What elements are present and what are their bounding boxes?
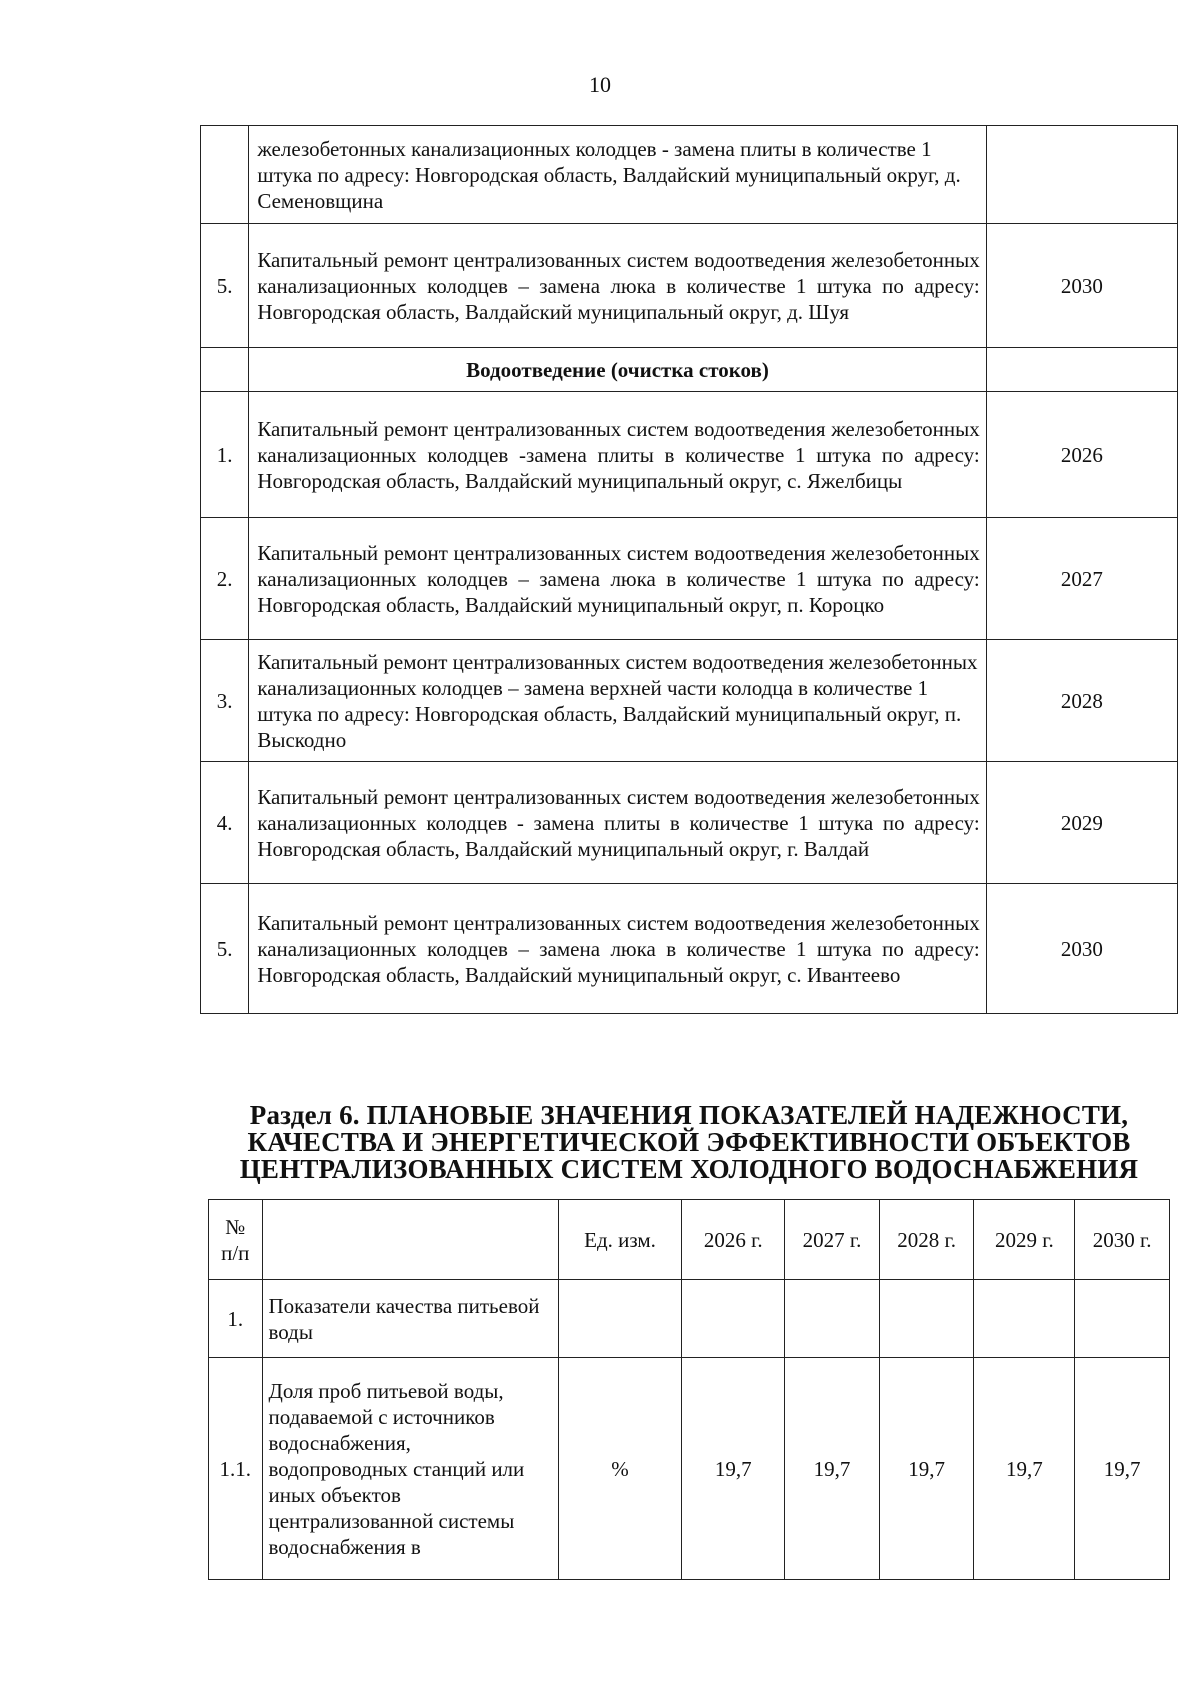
work-schedule-table: [200, 125, 1178, 1014]
row-value: 19,7: [879, 1358, 974, 1580]
row-year: 2027: [986, 518, 1177, 640]
row-year: 2029: [986, 762, 1177, 884]
header-year: 2026 г.: [682, 1200, 785, 1280]
header-number-line: п/п: [221, 1240, 250, 1265]
table-row: [201, 392, 1178, 518]
row-number: 5.: [201, 224, 249, 348]
row-description: Капитальный ремонт централизованных систем водоотведения железобетонных канализационных колодцев – замена люка в количестве 1 штука по адресу: Новгородская область, Валдайский муниципальный округ, с. Ивантеево: [249, 884, 986, 1014]
header-number-line: №: [225, 1214, 246, 1239]
header-unit: Ед. изм.: [558, 1200, 681, 1280]
table-row: [201, 640, 1178, 762]
row-value: 19,7: [682, 1358, 785, 1580]
header-year: 2029 г.: [974, 1200, 1075, 1280]
page-number: 10: [589, 72, 611, 97]
row-description: Капитальный ремонт централизованных систем водоотведения железобетонных канализационных колодцев - замена плиты в количестве 1 штука по адресу: Новгородская область, Валдайский муниципальный округ, г. Валдай: [249, 762, 986, 884]
row-number: 5.: [201, 884, 249, 1014]
row-year: 2030: [986, 224, 1177, 348]
row-year-empty: [986, 348, 1177, 392]
row-number: [201, 126, 249, 224]
row-number: 1.: [201, 392, 249, 518]
header-row: [209, 1200, 1170, 1280]
row-number: 3.: [201, 640, 249, 762]
table-row: [209, 1358, 1170, 1580]
row-description: Капитальный ремонт централизованных систем водоотведения железобетонных канализационных колодцев – замена люка в количестве 1 штука по адресу: Новгородская область, Валдайский муниципальный округ, д. Шуя: [249, 224, 986, 348]
row-number: 4.: [201, 762, 249, 884]
header-name: [262, 1200, 558, 1280]
row-description: Капитальный ремонт централизованных систем водоотведения железобетонных канализационных колодцев -замена плиты в количестве 1 штука по адресу: Новгородская область, Валдайский муниципальный округ, с. Яжелбицы: [249, 392, 986, 518]
row-value: [1075, 1280, 1170, 1358]
row-year: 2028: [986, 640, 1177, 762]
row-value: 19,7: [1075, 1358, 1170, 1580]
row-unit: [558, 1280, 681, 1358]
indicators-table: [208, 1199, 1170, 1580]
row-indicator: Доля проб питьевой воды, подаваемой с источников водоснабжения, водопроводных станций или иных объектов централизованной системы водоснабжения в: [262, 1358, 558, 1580]
row-value: [879, 1280, 974, 1358]
table-row: [201, 884, 1178, 1014]
row-year: [986, 126, 1177, 224]
row-description: железобетонных канализационных колодцев - замена плиты в количестве 1 штука по адресу: Новгородская область, Валдайский муниципальный округ, д. Семеновщина: [249, 126, 986, 224]
row-unit: %: [558, 1358, 681, 1580]
row-year: 2026: [986, 392, 1177, 518]
section-title-line: КАЧЕСТВА И ЭНЕРГЕТИЧЕСКОЙ ЭФФЕКТИВНОСТИ ОБЪЕКТОВ: [247, 1127, 1131, 1157]
row-number: 1.: [209, 1280, 263, 1358]
row-number-empty: [201, 348, 249, 392]
row-value: 19,7: [974, 1358, 1075, 1580]
section-heading: Водоотведение (очистка стоков): [249, 348, 986, 392]
row-value: [682, 1280, 785, 1358]
row-value: [974, 1280, 1075, 1358]
section-title-line: Раздел 6. ПЛАНОВЫЕ ЗНАЧЕНИЯ ПОКАЗАТЕЛЕЙ НАДЕЖНОСТИ,: [249, 1100, 1129, 1130]
header-number: [209, 1200, 263, 1280]
section-row: [201, 348, 1178, 392]
header-year: 2027 г.: [785, 1200, 880, 1280]
table-row: [201, 762, 1178, 884]
row-year: 2030: [986, 884, 1177, 1014]
section-6-title: [200, 1102, 1178, 1183]
header-year: 2028 г.: [879, 1200, 974, 1280]
row-value: [785, 1280, 880, 1358]
row-number: 2.: [201, 518, 249, 640]
table-row: [209, 1280, 1170, 1358]
section-title-line: ЦЕНТРАЛИЗОВАННЫХ СИСТЕМ ХОЛОДНОГО ВОДОСНАБЖЕНИЯ: [239, 1154, 1139, 1184]
table-row: [201, 126, 1178, 224]
table-row: [201, 224, 1178, 348]
table-row: [201, 518, 1178, 640]
row-description: Капитальный ремонт централизованных систем водоотведения железобетонных канализационных колодцев – замена верхней части колодца в количестве 1 штука по адресу: Новгородская область, Валдайский муниципальный округ, п. Выскодно: [249, 640, 986, 762]
row-indicator: Показатели качества питьевой воды: [262, 1280, 558, 1358]
row-value: 19,7: [785, 1358, 880, 1580]
row-number: 1.1.: [209, 1358, 263, 1580]
row-description: Капитальный ремонт централизованных систем водоотведения железобетонных канализационных колодцев – замена люка в количестве 1 штука по адресу: Новгородская область, Валдайский муниципальный округ, п. Короцко: [249, 518, 986, 640]
header-year: 2030 г.: [1075, 1200, 1170, 1280]
